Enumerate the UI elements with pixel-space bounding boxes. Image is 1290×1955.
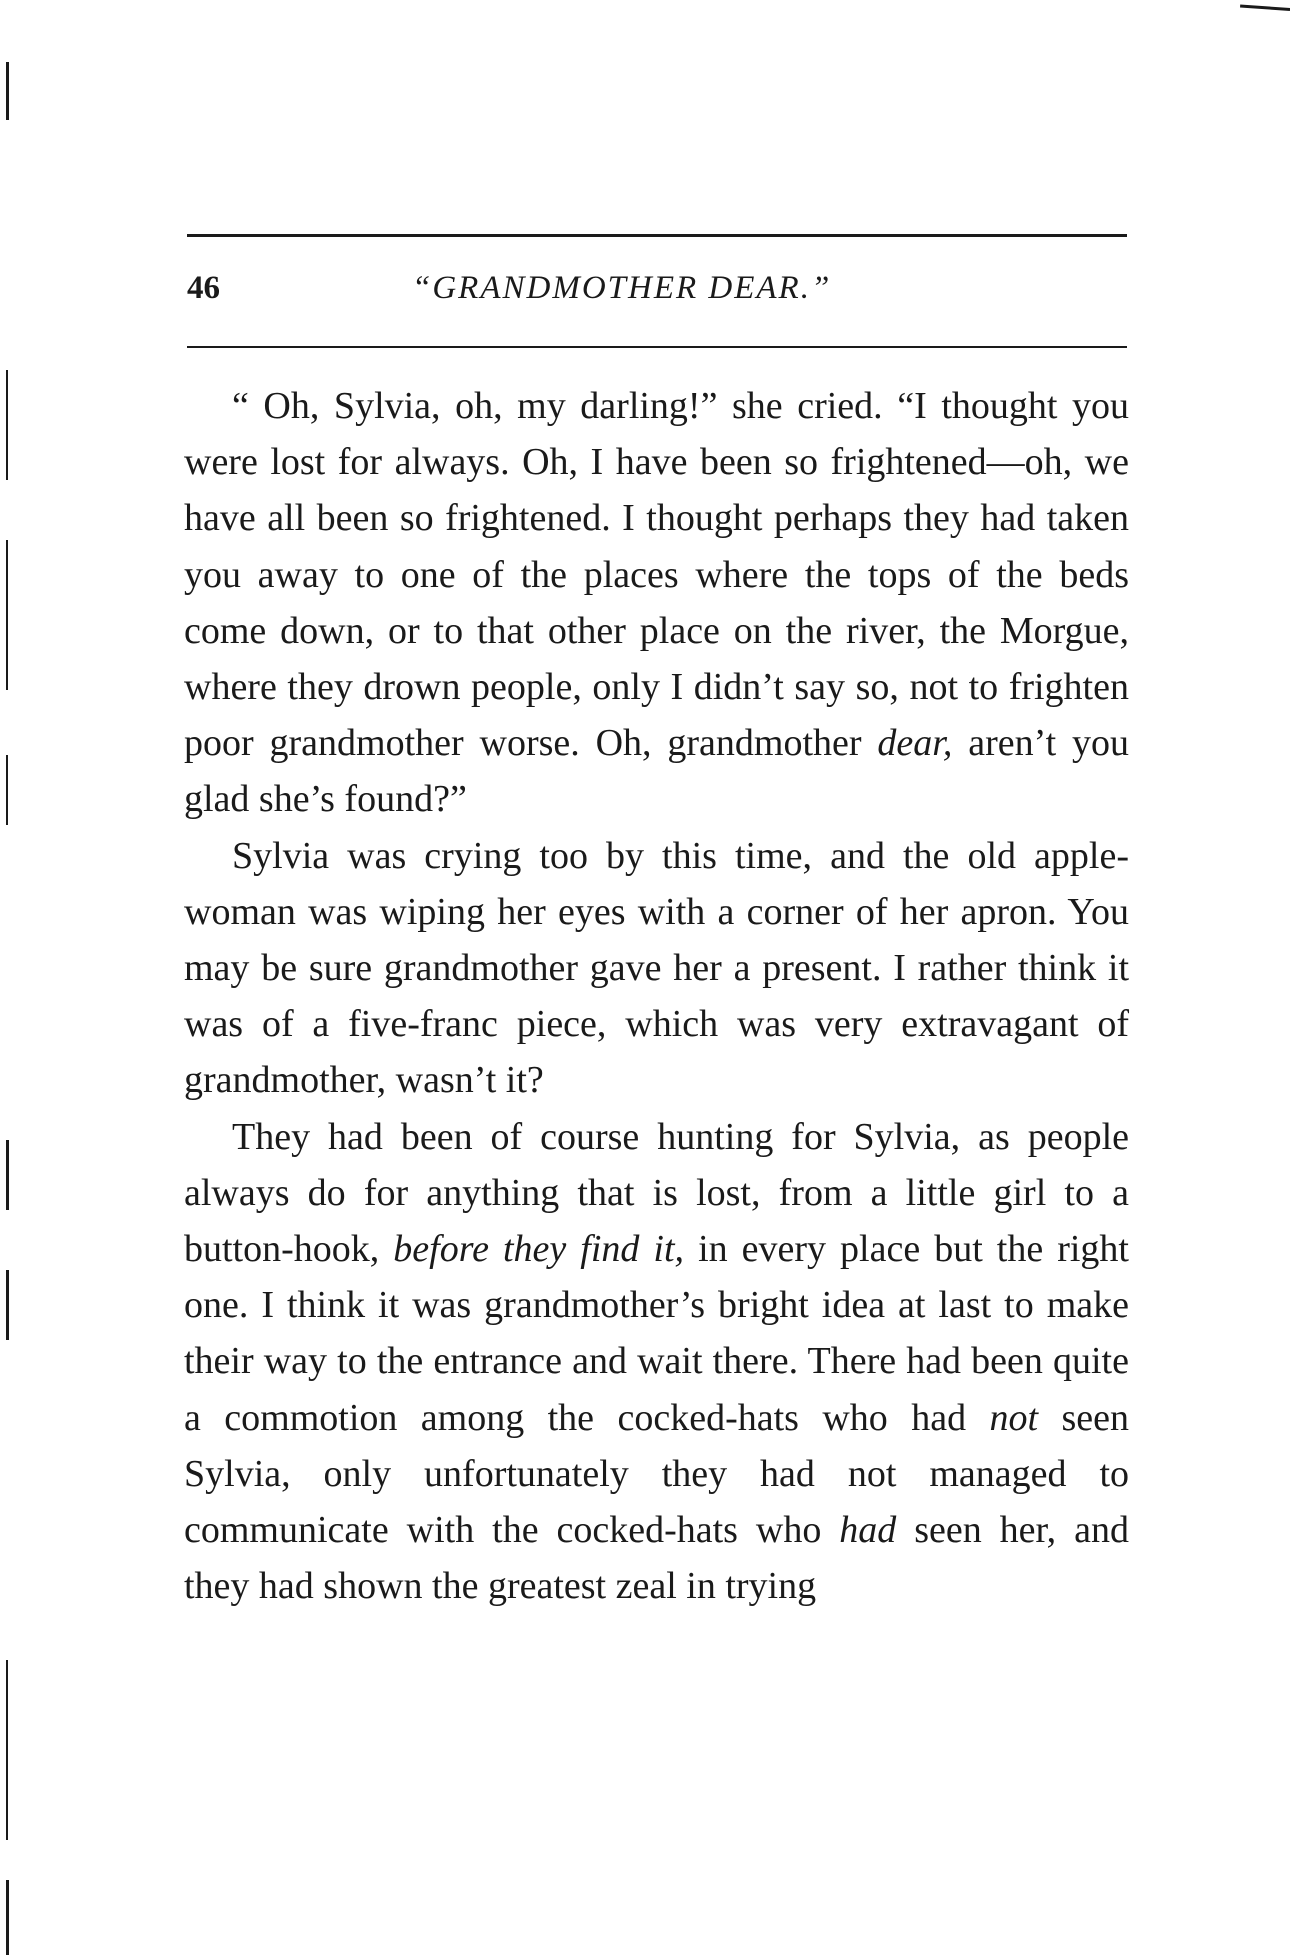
header-bottom-rule [187, 346, 1127, 348]
scan-edge-mark [6, 370, 8, 480]
text-segment: They had been of course hunting for Sylvia, as people always do for anything that is lost, from a little girl to a button-hook, [184, 1115, 1129, 1271]
text-segment-italic: had [839, 1509, 897, 1552]
scan-edge-mark [6, 62, 9, 120]
page-number: 46 [187, 270, 220, 306]
paragraph [184, 378, 1129, 828]
header-top-rule [187, 234, 1127, 237]
text-segment: seen her, and they had shown the greatest zeal in trying [184, 1509, 1129, 1608]
text-segment-italic: not [989, 1396, 1039, 1439]
running-title: “GRANDMOTHER DEAR.” [412, 270, 832, 306]
text-segment: “ Oh, Sylvia, oh, my darling!” she cried. “I thought you were lost for always. Oh, I have been so frightened—oh, we have all been so frightened. I thought perhaps they had taken you away to one of the places where the tops of the beds come down, or to that other place on the river, the Morgue, where they drown people, only I didn’t say so, not to frighten poor grandmother worse. Oh, grandmother [184, 385, 1129, 765]
scan-edge-mark [6, 1140, 9, 1210]
scan-edge-mark [6, 1880, 9, 1955]
scan-edge-mark [6, 1270, 9, 1340]
scan-edge-mark [6, 1660, 8, 1840]
text-segment: seen Sylvia, only unfortunately they had not managed to communicate with the cocked-hats who [184, 1396, 1129, 1552]
page-header [187, 270, 1127, 320]
paragraph [184, 828, 1129, 1109]
text-segment-italic: before they find it, [393, 1228, 685, 1271]
text-segment: aren’t you glad she’s found?” [184, 722, 1129, 821]
scan-edge-mark [6, 540, 8, 690]
text-segment: in every place but the right one. I think it was grandmother’s bright idea at last to make their way to the entrance and wait there. There had been quite a commotion among the cocked-hats who had [184, 1228, 1129, 1439]
body-text [184, 378, 1129, 1614]
text-segment-italic: dear, [877, 722, 953, 765]
scan-edge-mark [6, 755, 8, 825]
paragraph [184, 1109, 1129, 1615]
text-segment: Sylvia was crying too by this time, and the old apple-woman was wiping her eyes with a corner of her apron. You may be sure grandmother gave her a present. I rather think it was of a five-franc piece, which was very extravagant of grandmother, wasn’t it? [184, 834, 1129, 1102]
scan-corner-mark [1240, 5, 1290, 11]
